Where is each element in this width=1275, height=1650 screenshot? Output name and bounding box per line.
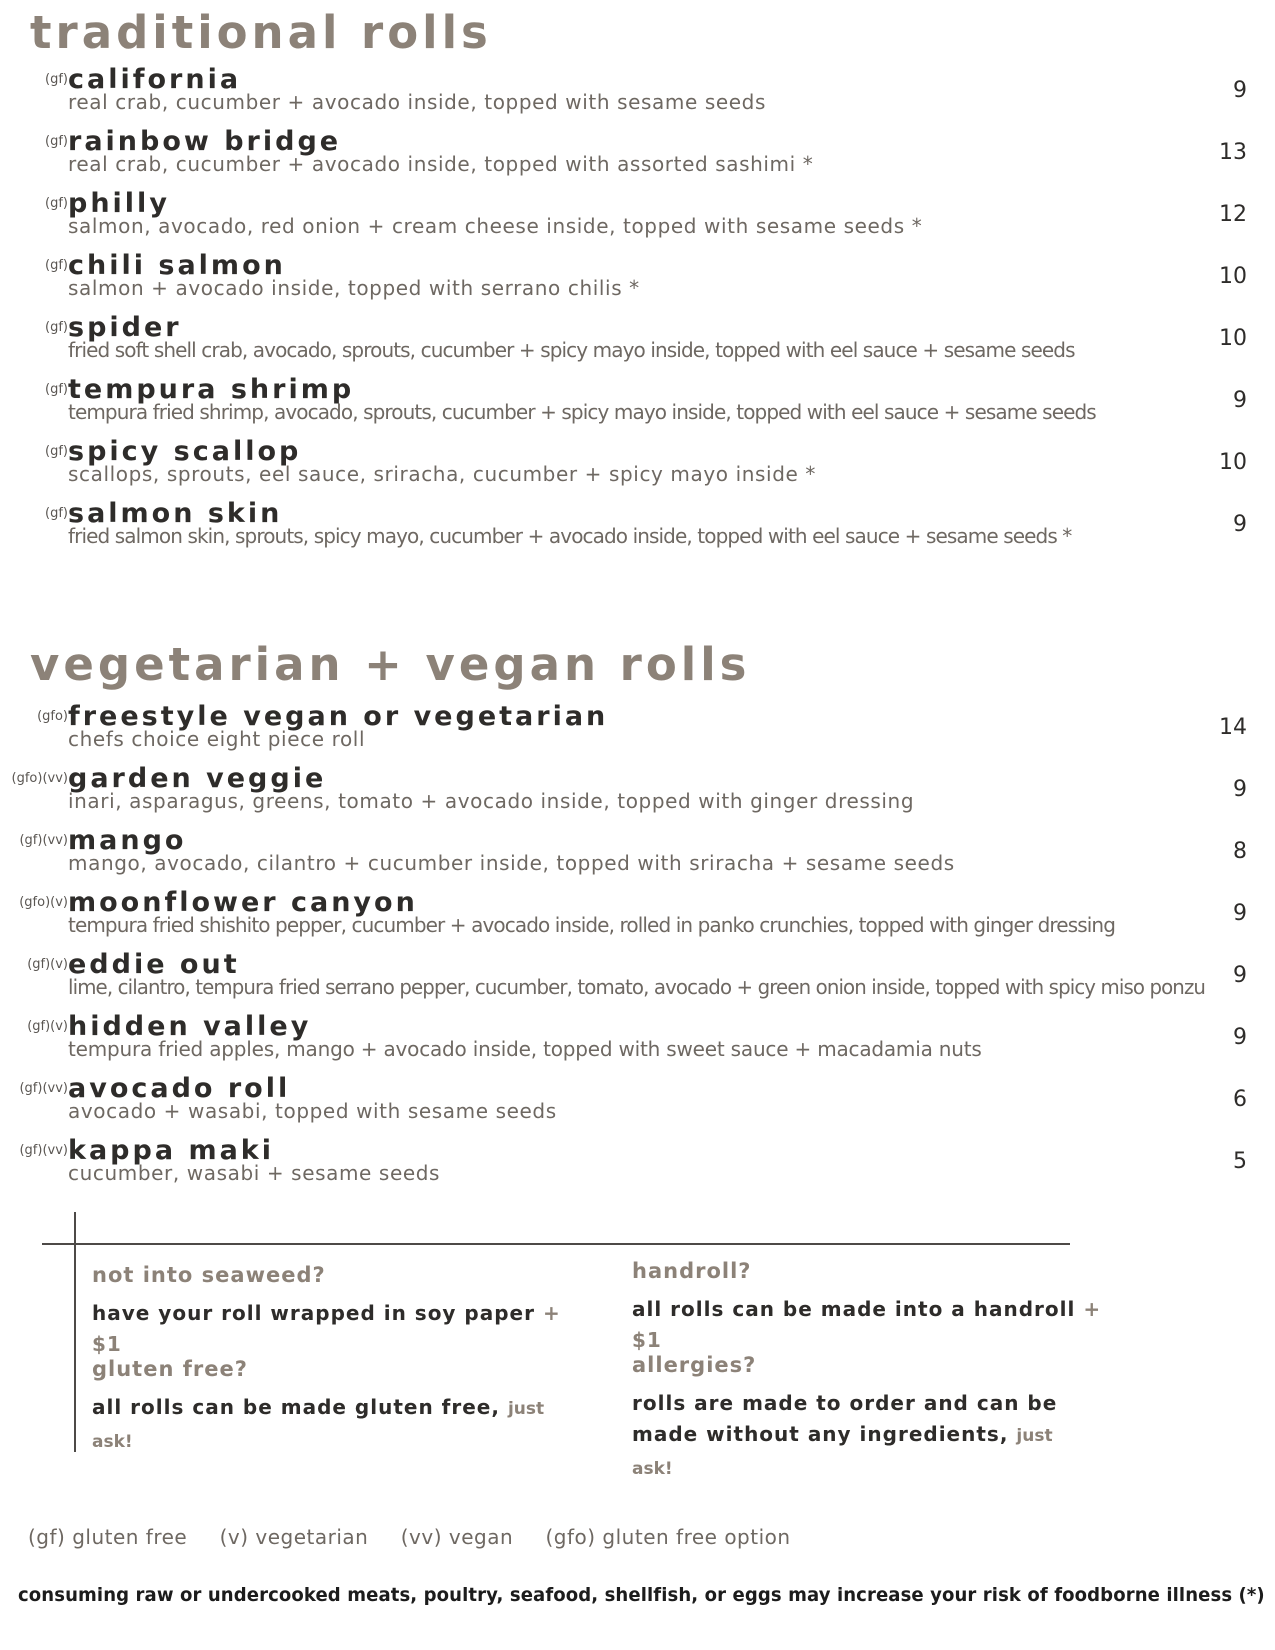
item-description: tempura fried apples, mango + avocado inside, topped with sweet sauce + macadamia nuts (68, 1037, 982, 1061)
diet-tags: (gf)(vv) (19, 1143, 68, 1158)
item-description: cucumber, wasabi + sesame seeds (68, 1161, 441, 1185)
info-answer (632, 1388, 1082, 1485)
item-name: tempura shrimp (68, 374, 355, 405)
info-vertical-divider (74, 1212, 76, 1452)
info-answer-text: rolls are made to order and can be made without any ingredients, (632, 1391, 1058, 1446)
item-name: eddie out (68, 949, 240, 980)
menu-item-mango (0, 827, 1275, 889)
item-name: california (68, 64, 242, 95)
info-question: allergies? (632, 1353, 757, 1377)
menu-item-moonflower-canyon (0, 889, 1275, 951)
item-name: spicy scallop (68, 436, 302, 467)
legend-v: (v) vegetarian (219, 1525, 369, 1549)
info-allergies (632, 1355, 1082, 1485)
item-description: mango, avocado, cilantro + cucumber inside, topped with sriracha + sesame seeds (68, 851, 955, 875)
item-description: tempura fried shishito pepper, cucumber + avocado inside, rolled in panko crunchies, topped with ginger dressing (68, 913, 1115, 937)
legend-gfo: (gfo) gluten free option (545, 1525, 791, 1549)
item-price: 9 (1233, 78, 1247, 103)
info-price-addon: + $1 (632, 1297, 1102, 1352)
item-price: 9 (1233, 777, 1247, 802)
item-price: 13 (1219, 140, 1247, 165)
diet-tags: (gf) (45, 72, 68, 87)
info-question: not into seaweed? (92, 1263, 326, 1287)
item-price: 10 (1219, 264, 1247, 289)
item-name: philly (68, 188, 170, 219)
item-description: avocado + wasabi, topped with sesame seeds (68, 1099, 557, 1123)
menu-item-philly (0, 190, 1275, 252)
item-price: 9 (1233, 1025, 1247, 1050)
item-price: 10 (1219, 450, 1247, 475)
info-answer (632, 1294, 1102, 1356)
info-price-addon: + $1 (92, 1301, 561, 1356)
legend-vv: (vv) vegan (400, 1525, 514, 1549)
menu-item-eddie-out (0, 951, 1275, 1013)
info-answer (92, 1392, 562, 1458)
diet-tags: (gf)(v) (27, 957, 68, 972)
item-description: tempura fried shrimp, avocado, sprouts, cucumber + spicy mayo inside, topped with eel sauce + sesame seeds (68, 400, 1096, 424)
info-horizontal-divider (42, 1243, 1070, 1245)
menu-item-spider (0, 314, 1275, 376)
menu-item-freestyle (0, 703, 1275, 765)
diet-tags: (gf) (45, 444, 68, 459)
item-price: 6 (1233, 1087, 1247, 1112)
item-name: freestyle vegan or vegetarian (68, 701, 609, 732)
info-answer-text: have your roll wrapped in soy paper (92, 1301, 535, 1325)
legend-gf: (gf) gluten free (28, 1525, 188, 1549)
item-description: scallops, sprouts, eel sauce, sriracha, cucumber + spicy mayo inside * (68, 462, 816, 486)
item-price: 9 (1233, 388, 1247, 413)
menu-item-salmon-skin (0, 500, 1275, 562)
item-description: inari, asparagus, greens, tomato + avocado inside, topped with ginger dressing (68, 789, 915, 813)
item-description: lime, cilantro, tempura fried serrano pepper, cucumber, tomato, avocado + green onion inside, topped with spicy miso ponzu (68, 975, 1206, 999)
item-name: avocado roll (68, 1073, 291, 1104)
item-description: salmon, avocado, red onion + cream cheese inside, topped with sesame seeds * (68, 214, 923, 238)
menu-item-hidden-valley (0, 1013, 1275, 1075)
menu-item-rainbow-bridge (0, 128, 1275, 190)
item-price: 12 (1219, 202, 1247, 227)
item-description: fried soft shell crab, avocado, sprouts, cucumber + spicy mayo inside, topped with eel sauce + sesame seeds (68, 338, 1075, 362)
item-description: salmon + avocado inside, topped with serrano chilis * (68, 276, 640, 300)
menu-item-tempura-shrimp (0, 376, 1275, 438)
info-handroll (632, 1261, 1102, 1356)
item-name: mango (68, 825, 187, 856)
diet-tags: (gfo)(v) (19, 895, 68, 910)
item-description: real crab, cucumber + avocado inside, topped with sesame seeds (68, 90, 766, 114)
info-answer (92, 1298, 562, 1360)
food-safety-disclaimer: consuming raw or undercooked meats, poultry, seafood, shellfish, or eggs may increase your risk of foodborne illness (*) (18, 1584, 1265, 1606)
item-name: rainbow bridge (68, 126, 342, 157)
info-just-ask: just ask! (92, 1399, 545, 1452)
menu-item-kappa-maki (0, 1137, 1275, 1199)
item-name: kappa maki (68, 1135, 275, 1166)
item-price: 10 (1219, 326, 1247, 351)
diet-tags: (gf)(vv) (19, 1081, 68, 1096)
section-title-traditional: traditional rolls (30, 6, 492, 59)
menu-item-garden-veggie (0, 765, 1275, 827)
item-name: moonflower canyon (68, 887, 418, 918)
diet-tags: (gf) (45, 196, 68, 211)
menu-item-spicy-scallop (0, 438, 1275, 500)
item-price: 8 (1233, 839, 1247, 864)
traditional-rolls-list (0, 66, 1275, 562)
diet-tags: (gf)(v) (27, 1019, 68, 1034)
item-price: 5 (1233, 1149, 1247, 1174)
item-name: chili salmon (68, 250, 286, 281)
menu-item-california (0, 66, 1275, 128)
item-name: garden veggie (68, 763, 327, 794)
diet-tags: (gf) (45, 134, 68, 149)
diet-tags: (gf) (45, 258, 68, 273)
item-description: fried salmon skin, sprouts, spicy mayo, cucumber + avocado inside, topped with eel sauce + sesame seeds * (68, 524, 1072, 548)
diet-tags: (gfo) (37, 709, 68, 724)
item-price: 9 (1233, 512, 1247, 537)
item-price: 9 (1233, 963, 1247, 988)
info-seaweed (92, 1265, 562, 1360)
item-price: 14 (1219, 715, 1247, 740)
diet-tags: (gf)(vv) (19, 833, 68, 848)
diet-tags: (gf) (45, 382, 68, 397)
info-answer-text: all rolls can be made into a handroll (632, 1297, 1076, 1321)
item-description: chefs choice eight piece roll (68, 727, 366, 751)
menu-item-avocado-roll (0, 1075, 1275, 1137)
diet-tags: (gfo)(vv) (11, 771, 68, 786)
vegetarian-rolls-list (0, 703, 1275, 1199)
item-description: real crab, cucumber + avocado inside, topped with assorted sashimi * (68, 152, 814, 176)
diet-tags: (gf) (45, 506, 68, 521)
info-just-ask: just ask! (632, 1426, 1053, 1479)
info-answer-text: all rolls can be made gluten free, (92, 1395, 500, 1419)
item-price: 9 (1233, 901, 1247, 926)
menu-item-chili-salmon (0, 252, 1275, 314)
info-question: gluten free? (92, 1357, 248, 1381)
item-name: hidden valley (68, 1011, 312, 1042)
item-name: spider (68, 312, 182, 343)
diet-tags: (gf) (45, 320, 68, 335)
section-title-vegetarian: vegetarian + vegan rolls (30, 638, 751, 691)
info-gluten-free (92, 1359, 562, 1458)
item-name: salmon skin (68, 498, 283, 529)
info-question: handroll? (632, 1259, 752, 1283)
diet-legend (28, 1527, 817, 1547)
